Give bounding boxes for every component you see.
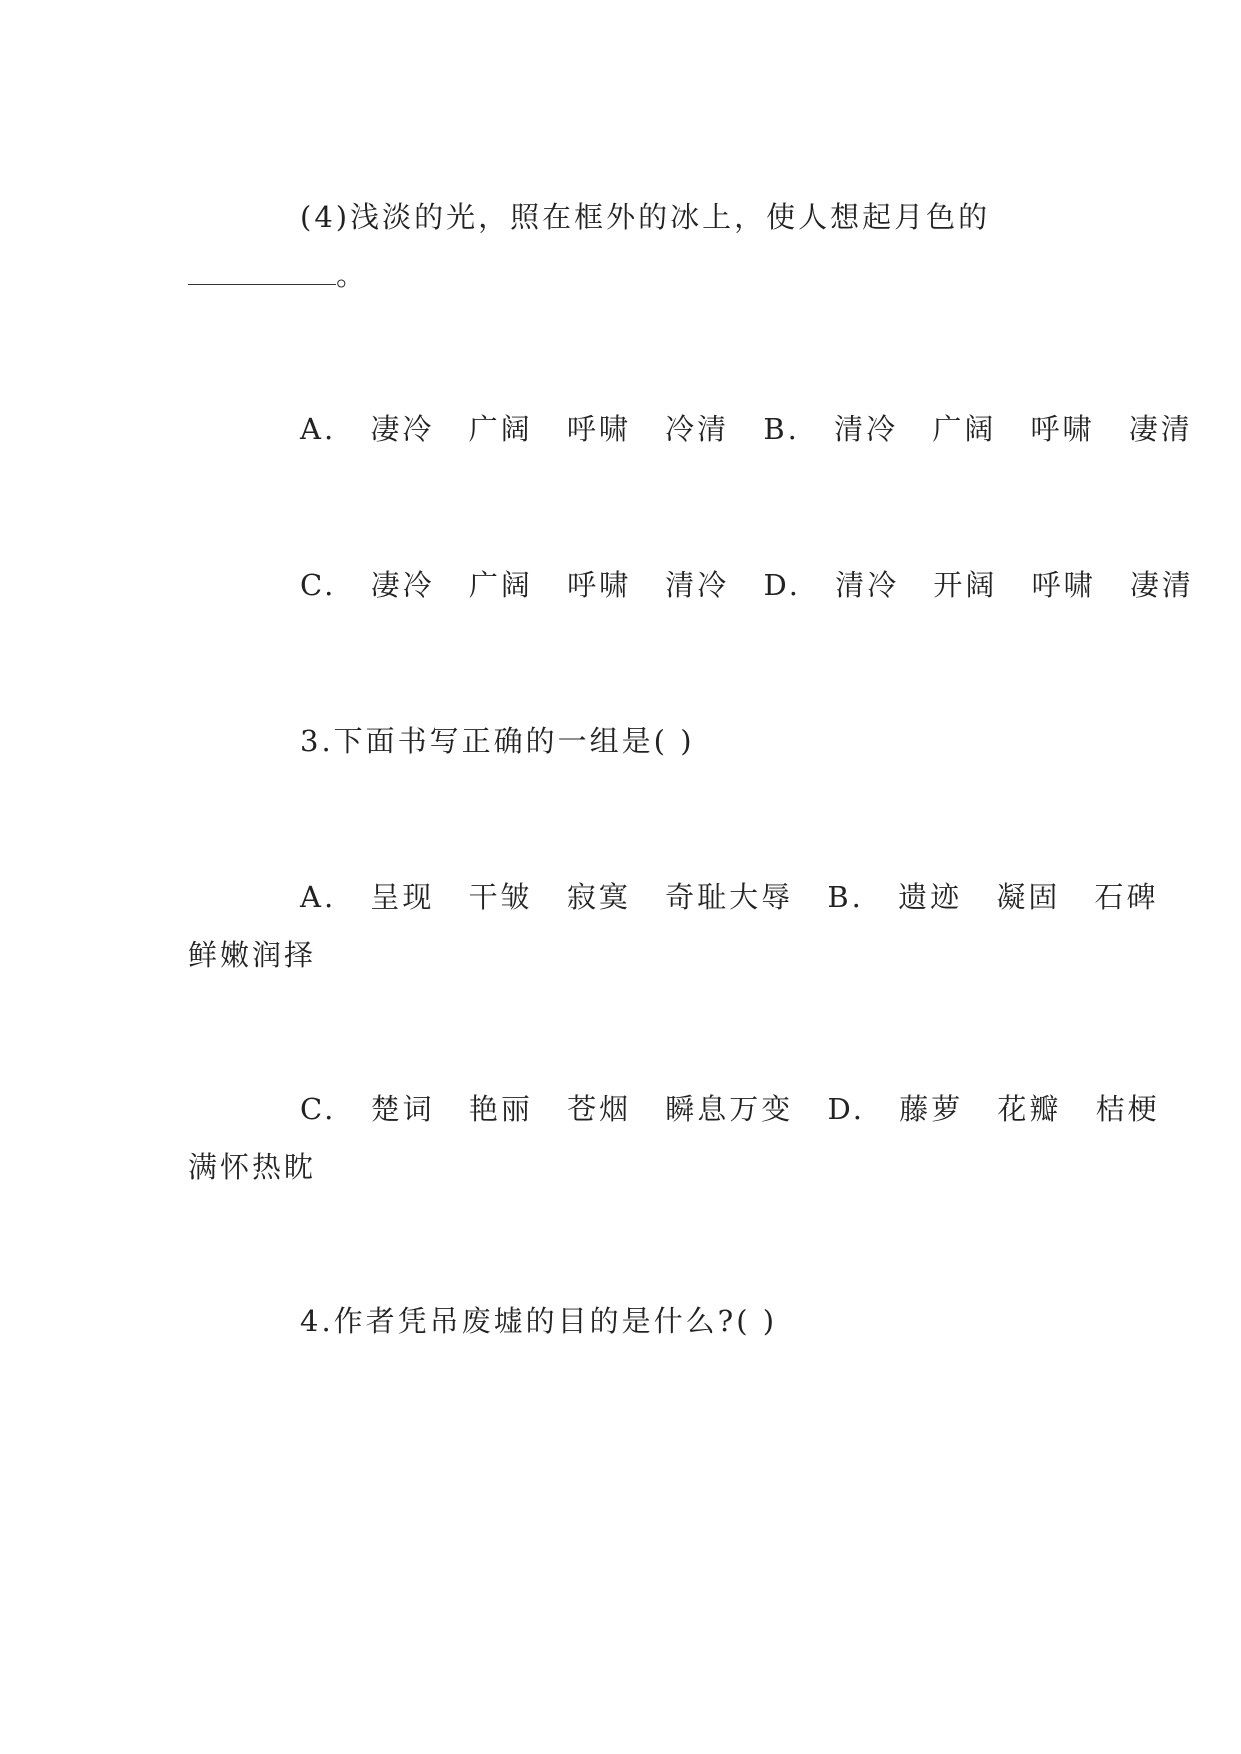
opt-label-d: D. [827,1092,865,1126]
opt-word: 凝固 [996,880,1061,914]
q3-stem [188,712,1056,770]
opt-word: 楚词 [370,1092,435,1126]
opt-word: 清冷 [835,568,900,602]
q4-stem [188,1292,1056,1350]
q3-options-cd-line1 [188,1080,1160,1138]
opt-word: 瞬息万变 [665,1092,794,1126]
opt-label-b: B. [827,880,864,914]
q3-options-cd-line2 [188,1138,1056,1196]
q2-item-4-line2 [188,246,1056,304]
opt-label-c: C. [300,568,337,602]
opt-label-a: A. [300,880,337,914]
q3-options-ab-line2 [188,926,1056,984]
q2-item-4-tail: 。 [336,258,369,292]
opt-word: 满怀热眈 [188,1150,317,1184]
opt-word: 呼啸 [567,568,632,602]
opt-word: 清冷 [834,412,899,446]
opt-word: 呼啸 [566,412,631,446]
opt-word: 凄冷 [370,412,435,446]
opt-word: 桔梗 [1095,1092,1160,1126]
q4-stem-text: 4.作者凭吊废墟的目的是什么?( ) [300,1304,778,1338]
opt-word: 鲜嫩润择 [188,938,317,972]
opt-word: 凄清 [1129,568,1194,602]
opt-word: 石碑 [1094,880,1159,914]
opt-word: 清冷 [665,568,730,602]
q3-options-ab-line1 [188,868,1159,926]
opt-word: 广阔 [468,568,533,602]
q3-stem-text: 3.下面书写正确的一组是( ) [300,724,695,758]
opt-word: 呼啸 [1031,568,1096,602]
opt-word: 寂寞 [566,880,631,914]
opt-word: 苍烟 [567,1092,632,1126]
q2-options-ab [188,400,1193,458]
opt-label-a: A. [300,412,337,446]
opt-word: 开阔 [933,568,998,602]
q2-options-cd [188,556,1194,614]
opt-word: 凄冷 [370,568,435,602]
opt-label-b: B. [763,412,800,446]
opt-label-d: D. [763,568,801,602]
opt-word: 呈现 [370,880,435,914]
opt-word: 冷清 [665,412,730,446]
opt-word: 花瓣 [997,1092,1062,1126]
opt-word: 奇耻大辱 [665,880,794,914]
opt-word: 艳丽 [468,1092,533,1126]
opt-word: 遗迹 [898,880,963,914]
opt-word: 干皱 [468,880,533,914]
opt-word: 广阔 [468,412,533,446]
answer-blank [188,268,336,285]
opt-word: 凄清 [1128,412,1193,446]
q2-item-4-line1: (4)浅淡的光，照在框外的冰上，使人想起月色的 [300,200,991,234]
opt-label-c: C. [300,1092,337,1126]
opt-word: 广阔 [932,412,997,446]
opt-word: 呼啸 [1030,412,1095,446]
opt-word: 藤萝 [899,1092,964,1126]
q2-item-4 [188,188,1056,246]
